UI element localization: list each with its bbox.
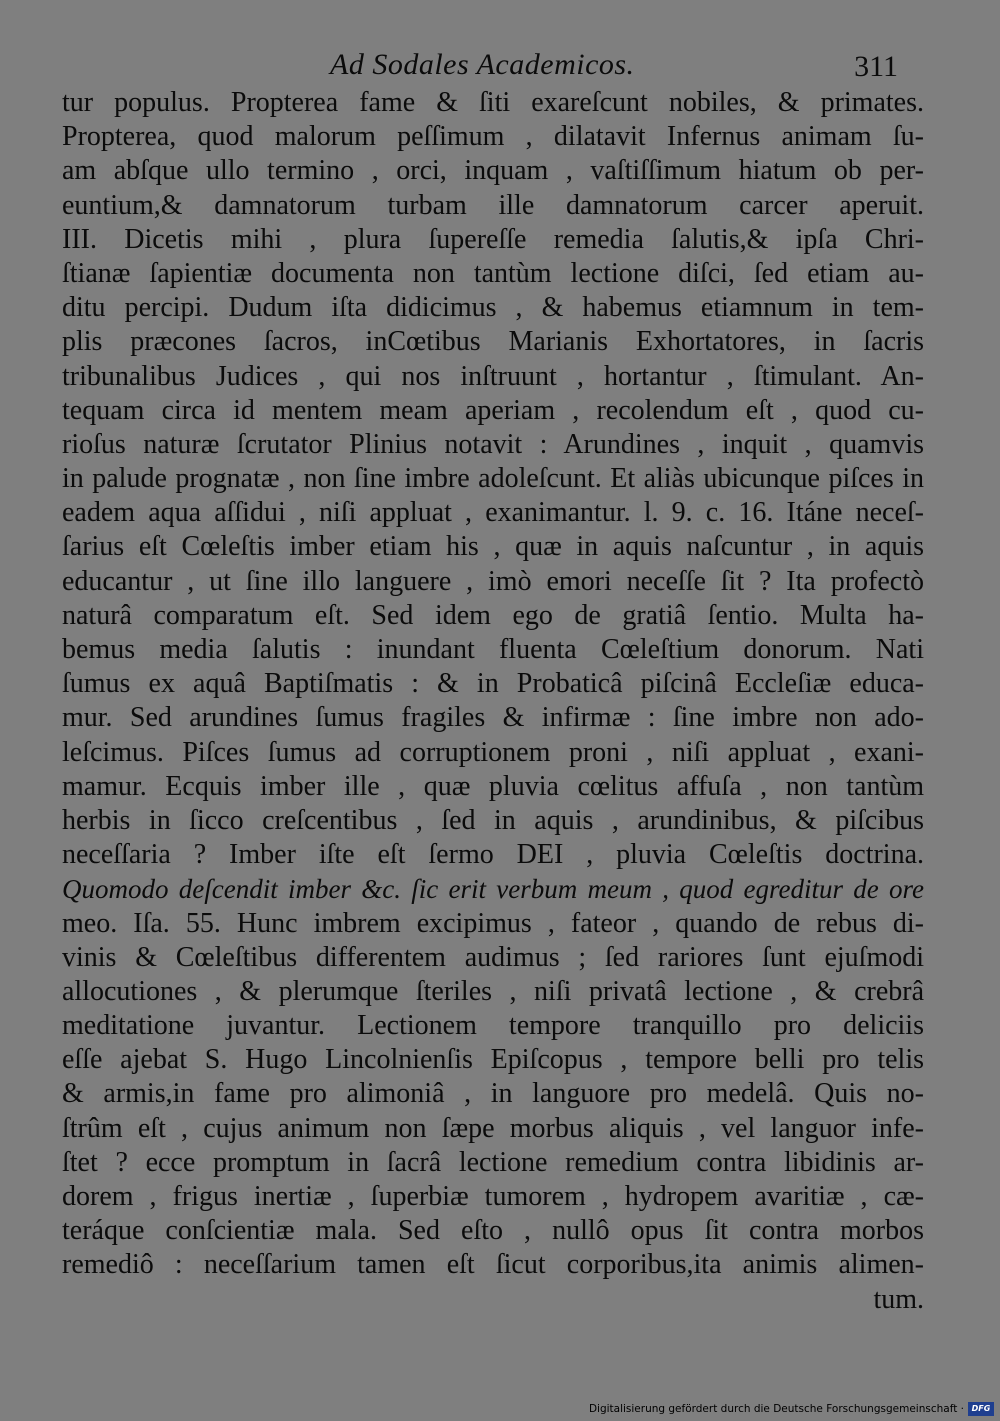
running-head: Ad Sodales Academicos. (330, 48, 635, 81)
text-line: in palude prognatæ , non ſine imbre adoleſcunt. Et aliàs ubicunque piſces in (62, 463, 924, 495)
dfg-logo-icon: DFG (968, 1402, 994, 1416)
text-line: naturâ comparatum eſt. Sed idem ego de gratiâ ſentio. Multa ha- (62, 599, 924, 631)
text-line: ſtet ? ecce promptum in ſacrâ lectione remedium contra libidinis ar- (62, 1146, 924, 1178)
text-line: mur. Sed arundines ſumus fragiles & infirmæ : ſine imbre non ado- (62, 702, 924, 734)
text-line: vinis & Cœleſtibus differentem audimus ; ſed rariores ſunt ejuſmodi (62, 941, 924, 973)
text-line: ditu percipi. Dudum iſta didicimus , & habemus etiamnum in tem- (62, 292, 924, 324)
text-line: ſumus ex aquâ Baptiſmatis : & in Probaticâ piſcinâ Eccleſiæ educa- (62, 668, 924, 700)
text-line: & armis,in fame pro alimoniâ , in languore pro medelâ. Quis no- (62, 1078, 924, 1110)
text-line: allocutiones , & plerumque ſteriles , niſi privatâ lectione , & crebrâ (62, 975, 924, 1007)
text-line: dorem , frigus inertiæ , ſuperbiæ tumorem , hydropem avaritiæ , cæ- (62, 1181, 924, 1212)
text-line: rioſus naturæ ſcrutator Plinius notavit : Arundines , inquit , quamvis (62, 428, 924, 460)
text-line: educantur , ut ſine illo languere , imò emori neceſſe ſit ? Ita profectò (62, 565, 924, 597)
digitization-credit (589, 1400, 994, 1418)
text-line: eſſe ajebat S. Hugo Lincolnienſis Epiſcopus , tempore belli pro telis (62, 1044, 924, 1076)
text-line: mamur. Ecquis imber ille , quæ pluvia cœlitus affuſa , non tantùm (62, 770, 924, 802)
text-line: remediô : neceſſarium tamen eſt ſicut corporibus,ita animis alimen- (62, 1249, 924, 1281)
text-line: tum. (873, 1283, 924, 1315)
text-line: teráque conſcientiæ mala. Sed eſto , nullô opus ſit contra morbos (62, 1215, 924, 1247)
page-number: 311 (854, 50, 898, 83)
text-line: am abſque ullo termino , orci, inquam , vaſtiſſimum hiatum ob per- (62, 155, 924, 187)
text-line: Propterea, quod malorum peſſimum , dilatavit Infernus animam ſu- (62, 121, 924, 153)
text-line: neceſſaria ? Imber iſte eſt ſermo DEI , pluvia Cœleſtis doctrina. (62, 839, 924, 871)
text-line: tur populus. Propterea fame & ſiti exareſcunt nobiles, & primates. (62, 87, 924, 118)
text-line: bemus media ſalutis : inundant fluenta Cœleſtium donorum. Nati (62, 634, 924, 665)
body-text (62, 86, 924, 1317)
text-line: meo. Iſa. 55. Hunc imbrem excipimus , fateor , quando de rebus di- (62, 907, 924, 939)
credit-text: Digitalisierung gefördert durch die Deutsche Forschungsgemeinschaft · (588, 1403, 964, 1415)
text-line: III. Dicetis mihi , plura ſupereſſe remedia ſalutis,& ipſa Chri- (62, 223, 924, 255)
text-line: herbis in ſicco creſcentibus , ſed in aquis , arundinibus, & piſcibus (62, 804, 924, 836)
text-line: leſcimus. Piſces ſumus ad corruptionem proni , niſi appluat , exani- (62, 736, 924, 768)
text-line: plis præcones ſacros, inCœtibus Marianis Exhortatores, in ſacris (62, 326, 924, 358)
text-line: eadem aqua aſſidui , niſi appluat , exanimantur. l. 9. c. 16. Itáne neceſ- (62, 497, 924, 529)
text-line: Quomodo deſcendit imber &c. ſic erit verbum meum , quod egreditur de ore (62, 874, 924, 905)
text-line: euntium,& damnatorum turbam ille damnatorum carcer aperuit. (62, 189, 924, 221)
text-line: ſarius eſt Cœleſtis imber etiam his , quæ in aquis naſcuntur , in aquis (62, 531, 924, 563)
text-line: ſtianæ ſapientiæ documenta non tantùm lectione diſci, ſed etiam au- (62, 257, 924, 289)
text-line: meditatione juvantur. Lectionem tempore tranquillo pro deliciis (62, 1010, 924, 1042)
text-line: tribunalibus Judices , qui nos inſtruunt , hortantur , ſtimulant. An- (62, 360, 924, 392)
text-line: ſtrûm eſt , cujus animum non ſæpe morbus aliquis , vel languor infe- (62, 1112, 924, 1144)
text-line: tequam circa id mentem meam aperiam , recolendum eſt , quod cu- (62, 394, 924, 426)
